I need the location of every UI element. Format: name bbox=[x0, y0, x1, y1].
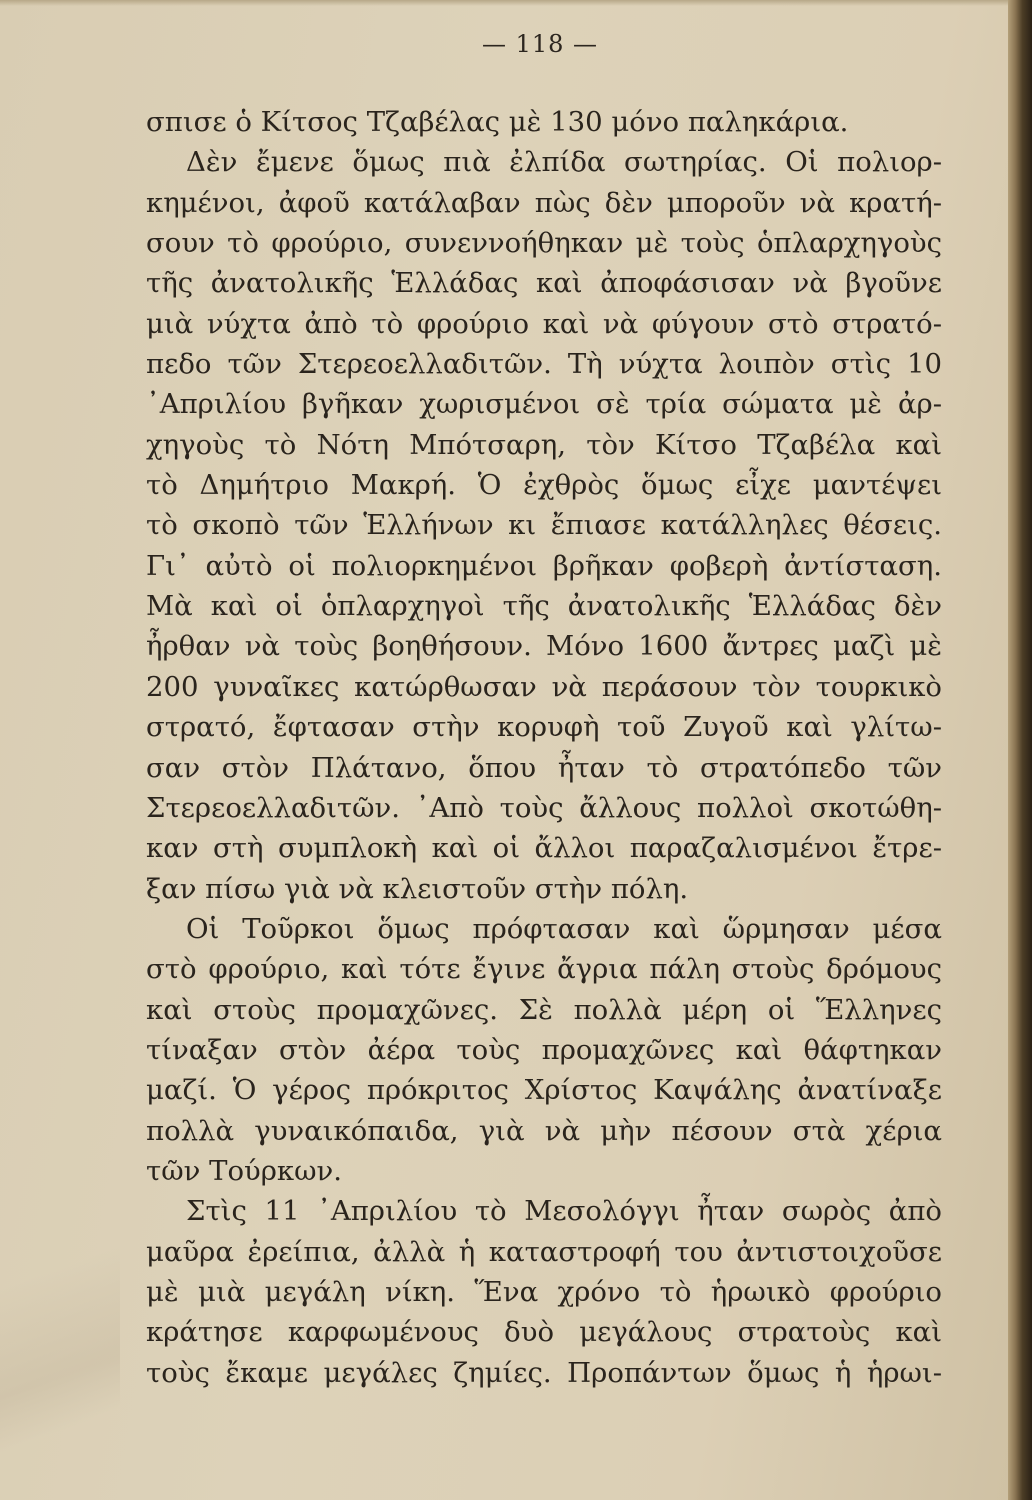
text-line: στὸ φρούριο, καὶ τότε ἔγινε ἄγρια πάλη στοὺς δρόμους bbox=[146, 953, 942, 986]
text-line: Δὲν ἔμενε ὅμως πιὰ ἐλπίδα σωτηρίας. Οἱ πολιορ- bbox=[186, 146, 942, 179]
body-text bbox=[146, 102, 942, 1393]
text-line: τὸ σκοπὸ τῶν Ἑλλήνων κι ἔπιασε κατάλληλες θέσεις. bbox=[146, 509, 942, 542]
book-spine bbox=[1008, 0, 1032, 1500]
text-line: Γι᾿ αὐτὸ οἱ πολιορκημένοι βρῆκαν φοβερὴ ἀντίσταση. bbox=[146, 549, 942, 582]
text-line: στρατό, ἔφτασαν στὴν κορυφὴ τοῦ Ζυγοῦ καὶ γλίτω- bbox=[146, 711, 942, 744]
text-line: 200 γυναῖκες κατώρθωσαν νὰ περάσουν τὸν τουρκικὸ bbox=[146, 670, 942, 703]
page-number: — 118 — bbox=[481, 30, 599, 58]
text-line: κημένοι, ἀφοῦ κατάλαβαν πὼς δὲν μποροῦν νὰ κρατή- bbox=[146, 186, 942, 219]
text-line: πολλὰ γυναικόπαιδα, γιὰ νὰ μὴν πέσουν στὰ χέρια bbox=[146, 1114, 942, 1147]
text-line: καὶ στοὺς προμαχῶνες. Σὲ πολλὰ μέρη οἱ Ἕλληνες bbox=[146, 993, 942, 1026]
text-line: σπισε ὁ Κίτσος Τζαβέλας μὲ 130 μόνο παληκάρια. bbox=[146, 106, 849, 138]
text-line: ἦρθαν νὰ τοὺς βοηθήσουν. Μόνο 1600 ἄντρες μαζὶ μὲ bbox=[146, 630, 942, 663]
text-line: σαν στὸν Πλάτανο, ὅπου ἦταν τὸ στρατόπεδο τῶν bbox=[146, 751, 942, 784]
text-line: κράτησε καρφωμένους δυὸ μεγάλους στρατοὺς καὶ bbox=[146, 1316, 942, 1349]
text-line: τίναξαν στὸν ἀέρα τοὺς προμαχῶνες καὶ θάφτηκαν bbox=[146, 1033, 942, 1066]
text-line: Οἱ Τοῦρκοι ὅμως πρόφτασαν καὶ ὥρμησαν μέσα bbox=[186, 912, 942, 945]
text-line: Στερεοελλαδιτῶν. ᾿Απὸ τοὺς ἄλλους πολλοὶ σκοτώθη- bbox=[146, 791, 942, 824]
text-line: μὲ μιὰ μεγάλη νίκη. Ἕνα χρόνο τὸ ἡρωικὸ φρούριο bbox=[146, 1275, 942, 1308]
text-line: Στὶς 11 ᾿Απριλίου τὸ Μεσολόγγι ἦταν σωρὸς ἀπὸ bbox=[186, 1195, 942, 1228]
text-line: μαζί. Ὁ γέρος πρόκριτος Χρίστος Καψάλης ἀνατίναξε bbox=[146, 1074, 942, 1107]
text-line: μιὰ νύχτα ἀπὸ τὸ φρούριο καὶ νὰ φύγουν στὸ στρατό- bbox=[146, 307, 942, 340]
text-line: τὸ Δημήτριο Μακρή. Ὁ ἐχθρὸς ὅμως εἶχε μαντέψει bbox=[146, 469, 942, 502]
text-line: ᾿Απριλίου βγῆκαν χωρισμένοι σὲ τρία σώματα μὲ ἀρ- bbox=[146, 388, 942, 421]
text-line: χηγοὺς τὸ Νότη Μπότσαρη, τὸν Κίτσο Τζαβέλα καὶ bbox=[146, 428, 942, 461]
text-line: καν στὴ συμπλοκὴ καὶ οἱ ἄλλοι παραζαλισμένοι ἔτρε- bbox=[146, 832, 942, 865]
text-line: τῶν Τούρκων. bbox=[146, 1154, 342, 1187]
text-line: πεδο τῶν Στερεοελλαδιτῶν. Τὴ νύχτα λοιπὸν στὶς 10 bbox=[146, 348, 942, 381]
text-line: σουν τὸ φρούριο, συνεννοήθηκαν μὲ τοὺς ὁπλαρχηγοὺς bbox=[146, 227, 942, 260]
text-line: μαῦρα ἐρείπια, ἀλλὰ ἡ καταστροφή του ἀντιστοιχοῦσε bbox=[146, 1235, 942, 1268]
text-line: Μὰ καὶ οἱ ὁπλαρχηγοὶ τῆς ἀνατολικῆς Ἑλλάδας δὲν bbox=[146, 590, 942, 623]
text-line: τοὺς ἔκαμε μεγάλες ζημίες. Προπάντων ὅμως ἡ ἡρωι- bbox=[146, 1356, 942, 1389]
text-line: ξαν πίσω γιὰ νὰ κλειστοῦν στὴν πόλη. bbox=[146, 872, 689, 905]
text-line: τῆς ἀνατολικῆς Ἑλλάδας καὶ ἀποφάσισαν νὰ βγοῦνε bbox=[146, 267, 942, 300]
